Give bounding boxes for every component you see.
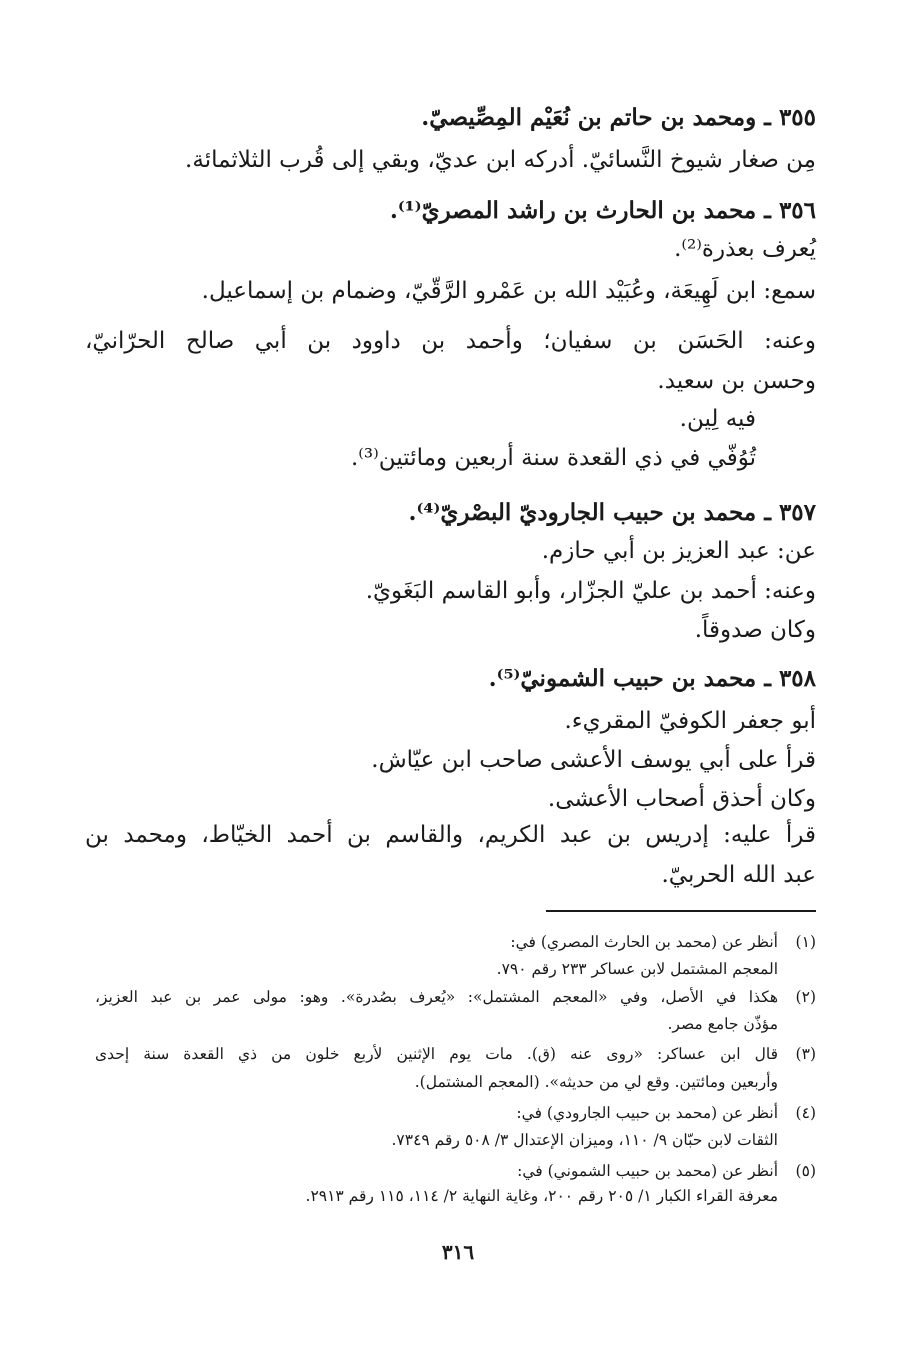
footnote-5-line-2: معرفة القراء الكبار ١/ ٢٠٥ رقم ٢٠٠، وغاية النهاية ٢/ ١١٤، ١١٥ رقم ٢٩١٣. (305, 1187, 778, 1205)
footnote-5-number: (٥) (795, 1162, 816, 1180)
entry-357-from: عن: عبد العزيز بن أبي حازم. (541, 538, 816, 564)
footnote-3-line-2: وأربعين ومائتين. وقع لي من حديثه». (المعجم المشتمل). (414, 1073, 778, 1091)
footnote-4-line-1: أنظر عن (محمد بن حبيب الجارودي) في: (516, 1104, 778, 1122)
footnote-2 (95, 986, 816, 1008)
footnote-1 (95, 931, 816, 953)
entry-356-narrators: وعنه: الحَسَن بن سفيان؛ وأحمد بن داوود بن أبي صالح الحرّانيّ، (85, 328, 816, 354)
entry-358-skill: وكان أحذق أصحاب الأعشى. (547, 786, 816, 812)
footnote-3-number: (٣) (795, 1045, 816, 1063)
entry-357-grade: وكان صدوقاً. (694, 617, 816, 643)
entry-356-heard: سمع: ابن لَهِيعَة، وعُبَيْد الله بن عَمْرو الرَّقّيّ، وضمام بن إسماعيل. (201, 278, 816, 304)
entry-355-heading: ٣٥٥ ـ ومحمد بن حاتم بن نُعَيْم المِصِّيصيّ. (421, 104, 816, 131)
footnote-3 (95, 1043, 816, 1065)
entry-356-known-as: يُعرف بعذرة⁽²⁾. (674, 236, 816, 262)
entry-358-heading: ٣٥٨ ـ محمد بن حبيب الشمونيّ⁽⁵⁾. (488, 665, 816, 692)
page-number: ٣١٦ (441, 1240, 475, 1264)
entry-355-text: مِن صغار شيوخ النَّسائيّ. أدركه ابن عديّ، وبقي إلى قُرب الثلاثمائة. (185, 147, 816, 173)
footnote-1-number: (١) (795, 933, 816, 951)
entry-356-death: تُوُفّي في ذي القعدة سنة أربعين ومائتين⁽³⁾. (350, 445, 756, 471)
footnote-1-line-1: أنظر عن (محمد بن الحارث المصري) في: (510, 933, 778, 951)
entry-358-students: قرأ عليه: إدريس بن عبد الكريم، والقاسم بن أحمد الخيّاط، ومحمد بن (85, 822, 816, 848)
footnote-4-line-2: الثقات لابن حبّان ٩/ ١١٠، وميزان الإعتدال ٣/ ٥٠٨ رقم ٧٣٤٩. (391, 1131, 778, 1149)
entry-356-narrators-cont: وحسن بن سعيد. (657, 368, 816, 394)
footnote-1-line-2: المعجم المشتمل لابن عساكر ٢٣٣ رقم ٧٩٠. (496, 960, 778, 978)
footnote-5 (95, 1160, 816, 1182)
footnote-4-number: (٤) (795, 1104, 816, 1122)
footnote-2-number: (٢) (795, 988, 816, 1006)
entry-358-read-on: قرأ على أبي يوسف الأعشى صاحب ابن عيّاش. (371, 747, 816, 773)
footnote-5-line-1: أنظر عن (محمد بن حبيب الشموني) في: (517, 1162, 778, 1180)
footnote-3-line-1: قال ابن عساكر: «روى عنه (ق). مات يوم الإثنين لأربع خلون من ذي القعدة سنة إحدى (95, 1045, 778, 1063)
entry-357-heading: ٣٥٧ ـ محمد بن حبيب الجاروديّ البصْريّ⁽⁴⁾. (408, 499, 816, 526)
entry-358-students-cont: عبد الله الحربيّ. (661, 862, 816, 888)
entry-356-heading: ٣٥٦ ـ محمد بن الحارث بن راشد المصريّ⁽¹⁾. (389, 197, 816, 224)
footnote-separator (546, 910, 816, 912)
footnote-2-line-2: مؤذّن جامع مصر. (667, 1015, 778, 1033)
entry-357-narrators: وعنه: أحمد بن عليّ الجزّار، وأبو القاسم البَغَويّ. (365, 578, 816, 604)
entry-358-kunya: أبو جعفر الكوفيّ المقريء. (564, 708, 816, 734)
footnote-4 (95, 1102, 816, 1124)
footnote-2-line-1: هكذا في الأصل، وفي «المعجم المشتمل»: «يُعرف بصُدرة». وهو: مولى عمر بن عبد العزيز، (95, 988, 778, 1006)
entry-356-grade: فيه لِين. (679, 406, 756, 432)
